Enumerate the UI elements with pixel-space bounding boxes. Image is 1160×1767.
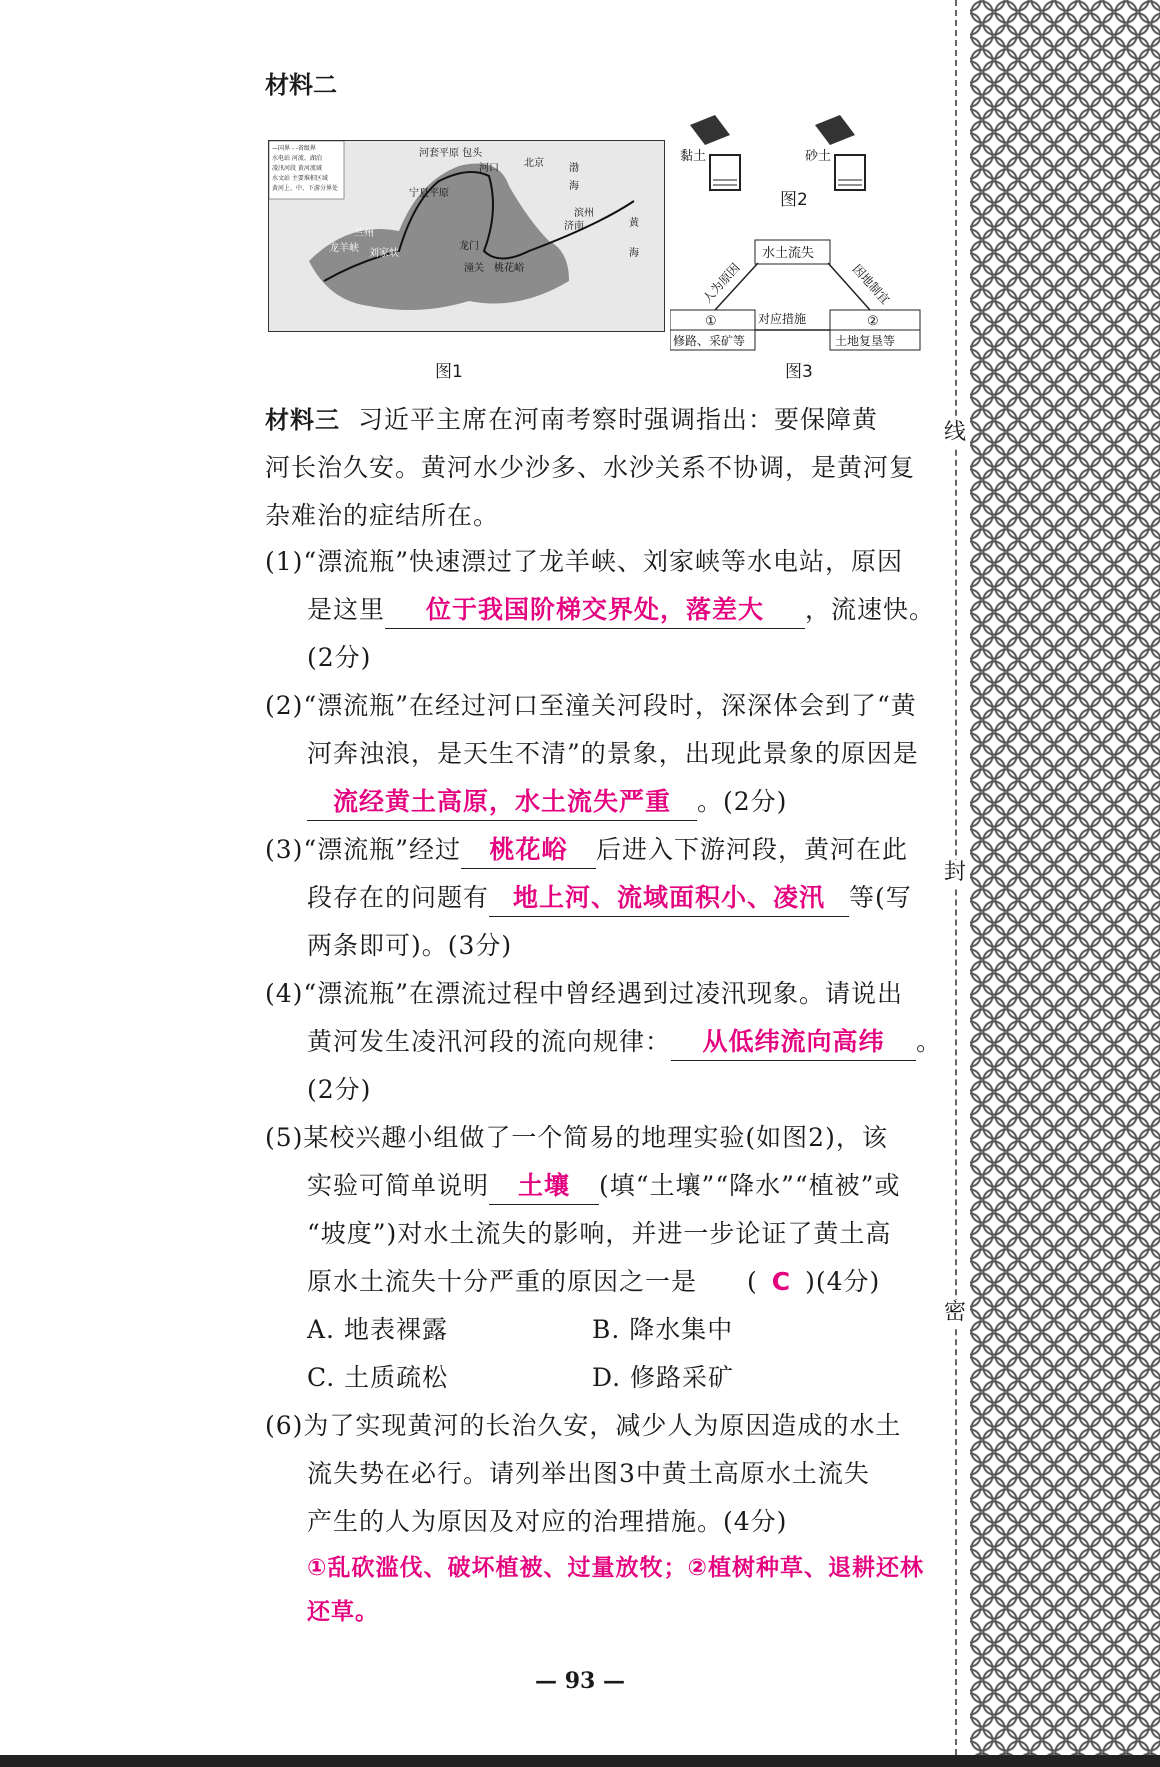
q1-pre: 是这里 (307, 595, 386, 624)
question-3 (265, 826, 945, 970)
q6-line3: 产生的人为原因及对应的治理措施。(4分) (307, 1507, 788, 1536)
q4-line1: (4)“漂流瓶”在漂流过程中曾经遇到过凌汛现象。请说出 (265, 979, 903, 1008)
q4-answer: 从低纬流向高纬 (671, 1024, 916, 1061)
material3-text1: 习近平主席在河南考察时强调指出：要保障黄 (358, 405, 879, 434)
figures (265, 115, 930, 385)
q3-post2: 等(写 (849, 883, 912, 912)
q5-choice-open: ( (747, 1267, 758, 1296)
q1-answer: 位于我国阶梯交界处，落差大 (385, 592, 805, 629)
box1-number: ① (705, 314, 717, 329)
q5-answer: 土壤 (489, 1168, 599, 1205)
svg-text:北京: 北京 (524, 158, 544, 169)
svg-text:凌汛河段 黄河流域: 凌汛河段 黄河流域 (272, 165, 322, 172)
question-5 (265, 1114, 945, 1402)
label-clay: 黏土 (680, 149, 707, 164)
figure1-map (268, 140, 665, 332)
box2-text: 土地复垦等 (835, 334, 896, 348)
soil-erosion-diagram (670, 235, 930, 365)
middle-label: 对应措施 (758, 312, 807, 326)
material3-text3: 杂难治的症结所在。 (265, 501, 500, 530)
q4-post: 。 (916, 1027, 943, 1056)
svg-text:黄河上、中、下游分界处: 黄河上、中、下游分界处 (272, 185, 339, 192)
box2-number: ② (867, 314, 879, 329)
svg-text:水电站 河流、湖泊: 水电站 河流、湖泊 (272, 155, 322, 162)
question-2 (265, 682, 945, 826)
right-arrow-label: 因地制宜 (849, 261, 893, 307)
box1-text: 修路、采矿等 (673, 334, 746, 348)
binding-label-xian: 线 (940, 420, 970, 446)
figure1-caption: 图1 (435, 362, 463, 382)
yellow-river-map (269, 141, 664, 331)
q5-post: (填“土壤”“降水”“植被”或 (599, 1171, 901, 1200)
svg-text:黄: 黄 (629, 218, 639, 229)
q6-answer2: 还草。 (307, 1599, 379, 1625)
q2-answer: 流经黄土高原，水土流失严重 (307, 784, 697, 821)
question-1 (265, 538, 945, 682)
q2-line2: 河奔浊浪，是天生不清”的景象，出现此景象的原因是 (307, 739, 919, 768)
q6-line2: 流失势在必行。请列举出图3中黄土高原水土流失 (307, 1459, 870, 1488)
question-6 (265, 1402, 945, 1634)
q5-pre: 实验可简单说明 (307, 1171, 490, 1200)
q3-pre: (3)“漂流瓶”经过 (265, 835, 461, 864)
label-hetao: 河套平原 包头 (419, 148, 483, 159)
svg-text:刘家峡: 刘家峡 (369, 248, 399, 259)
sand-setup (805, 115, 865, 190)
q5-option-a: A. 地表裸露 (307, 1315, 448, 1344)
material3-block (265, 396, 945, 540)
q5-line1: (5)某校兴趣小组做了一个简易的地理实验(如图2)，该 (265, 1123, 888, 1152)
q3-line3: 两条即可)。(3分) (307, 931, 513, 960)
svg-text:海: 海 (629, 248, 639, 259)
q3-answer1: 桃花峪 (461, 832, 596, 869)
q3-pre2: 段存在的问题有 (307, 883, 490, 912)
q6-line1: (6)为了实现黄河的长治久安，减少人为原因造成的水土 (265, 1411, 902, 1440)
svg-text:龙羊峡: 龙羊峡 (329, 243, 359, 254)
q5-choice-close: )(4分) (805, 1267, 881, 1296)
q2-line1: (2)“漂流瓶”在经过河口至潼关河段时，深深体会到了“黄 (265, 691, 917, 720)
q5-option-b: B. 降水集中 (592, 1315, 734, 1344)
q5-choice: C (771, 1267, 792, 1296)
q1-line1: (1)“漂流瓶”快速漂过了龙羊峡、刘家峡等水电站，原因 (265, 547, 903, 576)
q5-line3: “坡度”)对水土流失的影响，并进一步论证了黄土高 (307, 1219, 892, 1248)
decorative-border (970, 0, 1160, 1755)
page-number: — 93 — (535, 1668, 625, 1694)
svg-text:济南: 济南 (564, 221, 584, 232)
q6-answer1: ①乱砍滥伐、破坏植被、过量放牧；②植树种草、退耕还林 (307, 1555, 924, 1581)
binding-label-mi: 密 (940, 1300, 970, 1326)
figure3-diagram (670, 235, 930, 365)
q5-option-d: D. 修路采矿 (592, 1363, 735, 1392)
q2-post: 。(2分) (697, 787, 788, 816)
left-arrow-label: 人为原因 (700, 260, 743, 306)
question-4 (265, 970, 945, 1114)
svg-text:滨州: 滨州 (574, 208, 594, 219)
q3-post1: 后进入下游河段，黄河在此 (595, 835, 908, 864)
q3-answer2: 地上河、流域面积小、凌汛 (489, 880, 849, 917)
q4-pre: 黄河发生凌汛河段的流向规律： (307, 1027, 672, 1056)
svg-text:河口: 河口 (479, 163, 499, 174)
q1-score: (2分) (307, 643, 372, 672)
svg-text:渤: 渤 (569, 163, 579, 174)
svg-text:—国界 - -省级界: —国界 - -省级界 (272, 145, 316, 152)
material3-text2: 河长治久安。黄河水少沙多、水沙关系不协调，是黄河复 (265, 453, 916, 482)
center-box: 水土流失 (762, 246, 815, 261)
svg-text:桃花峪: 桃花峪 (494, 263, 524, 274)
svg-text:潼关: 潼关 (464, 263, 484, 274)
q5-line4: 原水土流失十分严重的原因之一是 (307, 1267, 698, 1296)
svg-text:龙门: 龙门 (459, 241, 479, 252)
svg-text:水文站 主要堆积区域: 水文站 主要堆积区域 (272, 175, 328, 182)
material2-heading: 材料二 (265, 71, 337, 99)
material3-heading: 材料三 (265, 406, 340, 434)
figure3-caption: 图3 (785, 362, 813, 382)
binding-label-feng: 封 (940, 860, 970, 886)
q1-post: ，流速快。 (805, 595, 936, 624)
q5-option-c: C. 土质疏松 (307, 1363, 449, 1392)
clay-setup (680, 115, 740, 190)
bottom-bar (0, 1755, 1160, 1767)
q4-score: (2分) (307, 1075, 372, 1104)
label-sand: 砂土 (805, 149, 832, 164)
svg-text:海: 海 (569, 181, 579, 192)
figure2-caption: 图2 (780, 190, 808, 210)
svg-text:兰州: 兰州 (354, 228, 374, 239)
svg-text:宁夏平原: 宁夏平原 (409, 188, 449, 199)
